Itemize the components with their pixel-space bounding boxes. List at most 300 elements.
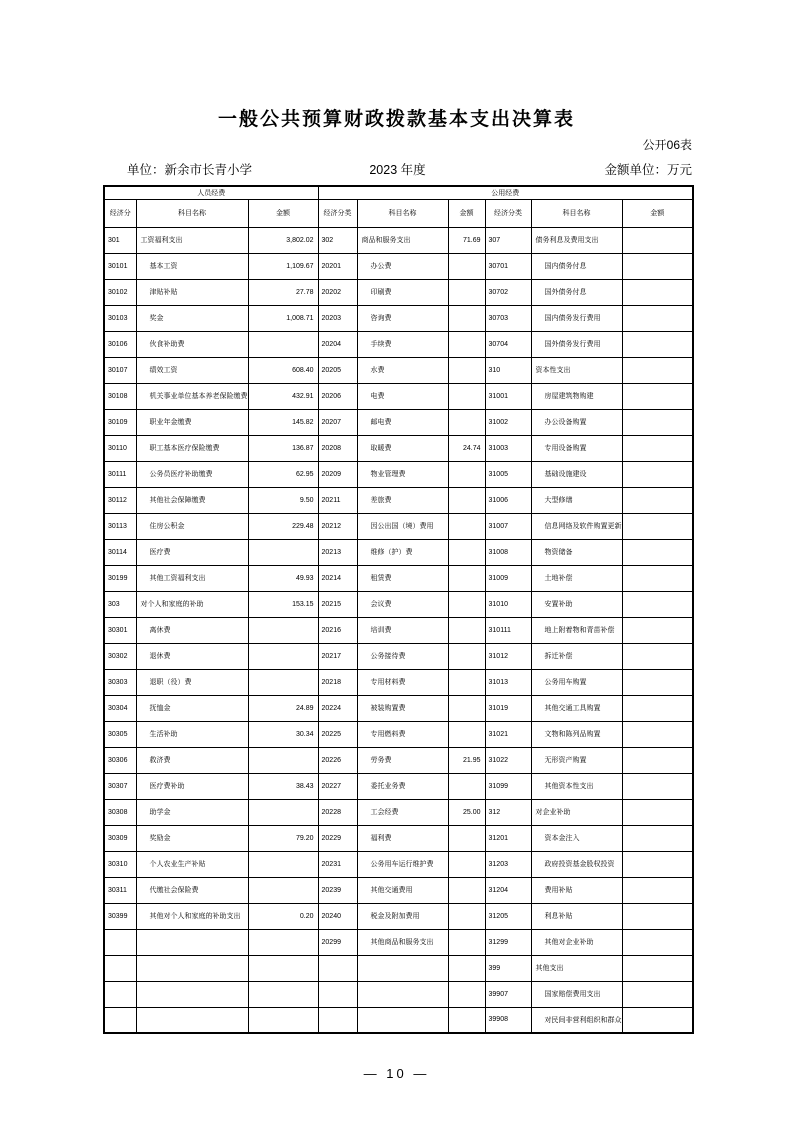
name-cell: 拆迁补偿 bbox=[531, 643, 622, 669]
amount-cell bbox=[622, 227, 693, 253]
name-cell: 住房公积金 bbox=[136, 513, 248, 539]
table-row bbox=[104, 643, 693, 669]
name-cell: 债务利息及费用支出 bbox=[531, 227, 622, 253]
name-cell bbox=[136, 955, 248, 981]
amount-cell bbox=[622, 669, 693, 695]
code-cell: 30102 bbox=[104, 279, 136, 305]
name-cell bbox=[357, 981, 448, 1007]
name-cell: 培训费 bbox=[357, 617, 448, 643]
code-cell: 307 bbox=[485, 227, 531, 253]
budget-table bbox=[103, 185, 694, 1034]
code-cell: 31009 bbox=[485, 565, 531, 591]
code-cell: 30701 bbox=[485, 253, 531, 279]
amount-cell bbox=[448, 773, 485, 799]
amount-cell bbox=[448, 513, 485, 539]
name-cell: 离休费 bbox=[136, 617, 248, 643]
table-head bbox=[104, 186, 693, 227]
amount-cell: 9.50 bbox=[248, 487, 318, 513]
name-cell: 办公设备购置 bbox=[531, 409, 622, 435]
name-cell: 其他社会保障缴费 bbox=[136, 487, 248, 513]
amount-cell bbox=[448, 695, 485, 721]
code-cell: 30304 bbox=[104, 695, 136, 721]
name-cell: 抚恤金 bbox=[136, 695, 248, 721]
table-row bbox=[104, 435, 693, 461]
code-cell: 30109 bbox=[104, 409, 136, 435]
code-cell: 20226 bbox=[318, 747, 357, 773]
amount-cell bbox=[448, 981, 485, 1007]
amount-cell bbox=[622, 695, 693, 721]
name-cell: 房屋建筑物购建 bbox=[531, 383, 622, 409]
code-cell: 20202 bbox=[318, 279, 357, 305]
doc-code-label: 公开06表 bbox=[642, 138, 692, 152]
name-cell: 退职（役）费 bbox=[136, 669, 248, 695]
name-cell: 其他对个人和家庭的补助支出 bbox=[136, 903, 248, 929]
name-cell: 差旅费 bbox=[357, 487, 448, 513]
amount-cell bbox=[622, 279, 693, 305]
amount-cell bbox=[448, 825, 485, 851]
name-cell: 劳务费 bbox=[357, 747, 448, 773]
code-cell: 30301 bbox=[104, 617, 136, 643]
code-cell: 30113 bbox=[104, 513, 136, 539]
amount-cell bbox=[448, 383, 485, 409]
column-header: 金额 bbox=[448, 199, 485, 227]
amount-cell bbox=[248, 955, 318, 981]
amount-cell bbox=[448, 305, 485, 331]
amount-cell: 24.89 bbox=[248, 695, 318, 721]
amount-cell bbox=[248, 1007, 318, 1033]
table-row bbox=[104, 877, 693, 903]
table-row bbox=[104, 331, 693, 357]
name-cell: 助学金 bbox=[136, 799, 248, 825]
name-cell: 其他交通工具购置 bbox=[531, 695, 622, 721]
amount-cell bbox=[448, 279, 485, 305]
code-cell: 39908 bbox=[485, 1007, 531, 1033]
name-cell: 代缴社会保险费 bbox=[136, 877, 248, 903]
name-cell: 机关事业单位基本养老保险缴费 bbox=[136, 383, 248, 409]
table-row bbox=[104, 773, 693, 799]
name-cell: 基本工资 bbox=[136, 253, 248, 279]
amount-cell bbox=[448, 357, 485, 383]
name-cell: 资本金注入 bbox=[531, 825, 622, 851]
amount-cell bbox=[622, 409, 693, 435]
name-cell: 津贴补贴 bbox=[136, 279, 248, 305]
code-cell: 30199 bbox=[104, 565, 136, 591]
name-cell: 生活补助 bbox=[136, 721, 248, 747]
name-cell: 国外债务付息 bbox=[531, 279, 622, 305]
table-row bbox=[104, 981, 693, 1007]
table-row bbox=[104, 955, 693, 981]
amount-cell: 608.40 bbox=[248, 357, 318, 383]
table-row bbox=[104, 695, 693, 721]
amount-cell bbox=[448, 487, 485, 513]
name-cell: 国外债务发行费用 bbox=[531, 331, 622, 357]
amount-cell: 38.43 bbox=[248, 773, 318, 799]
name-cell bbox=[357, 1007, 448, 1033]
code-cell: 30704 bbox=[485, 331, 531, 357]
amount-cell bbox=[248, 877, 318, 903]
code-cell: 20239 bbox=[318, 877, 357, 903]
code-cell: 20211 bbox=[318, 487, 357, 513]
amount-cell bbox=[448, 851, 485, 877]
amount-cell bbox=[248, 747, 318, 773]
table-row bbox=[104, 591, 693, 617]
code-cell: 30703 bbox=[485, 305, 531, 331]
name-cell: 邮电费 bbox=[357, 409, 448, 435]
amount-cell bbox=[622, 435, 693, 461]
amount-cell bbox=[622, 981, 693, 1007]
code-cell: 310111 bbox=[485, 617, 531, 643]
amount-cell bbox=[622, 851, 693, 877]
amount-cell bbox=[448, 1007, 485, 1033]
column-header: 金额 bbox=[248, 199, 318, 227]
amount-cell bbox=[622, 487, 693, 513]
code-cell: 20209 bbox=[318, 461, 357, 487]
code-cell: 20204 bbox=[318, 331, 357, 357]
table-row bbox=[104, 305, 693, 331]
code-cell: 20218 bbox=[318, 669, 357, 695]
code-cell: 20213 bbox=[318, 539, 357, 565]
amount-cell: 153.15 bbox=[248, 591, 318, 617]
name-cell: 其他支出 bbox=[531, 955, 622, 981]
amount-cell bbox=[448, 409, 485, 435]
amount-cell: 79.20 bbox=[248, 825, 318, 851]
name-cell: 个人农业生产补贴 bbox=[136, 851, 248, 877]
code-cell: 30309 bbox=[104, 825, 136, 851]
name-cell: 医疗费 bbox=[136, 539, 248, 565]
code-cell: 20217 bbox=[318, 643, 357, 669]
table-row bbox=[104, 747, 693, 773]
name-cell: 公务接待费 bbox=[357, 643, 448, 669]
name-cell: 利息补贴 bbox=[531, 903, 622, 929]
column-header: 科目名称 bbox=[357, 199, 448, 227]
name-cell: 公务用车购置 bbox=[531, 669, 622, 695]
amount-cell: 3,802.02 bbox=[248, 227, 318, 253]
amount-cell bbox=[448, 565, 485, 591]
name-cell: 电费 bbox=[357, 383, 448, 409]
name-cell: 商品和服务支出 bbox=[357, 227, 448, 253]
name-cell: 对企业补助 bbox=[531, 799, 622, 825]
amount-unit-label: 金额单位：万元 bbox=[604, 163, 692, 177]
code-cell: 20214 bbox=[318, 565, 357, 591]
code-cell: 310 bbox=[485, 357, 531, 383]
name-cell: 物业管理费 bbox=[357, 461, 448, 487]
amount-cell bbox=[622, 1007, 693, 1033]
table-row bbox=[104, 565, 693, 591]
name-cell: 税金及附加费用 bbox=[357, 903, 448, 929]
amount-cell bbox=[622, 591, 693, 617]
amount-cell bbox=[622, 357, 693, 383]
name-cell: 专用材料费 bbox=[357, 669, 448, 695]
code-cell: 30107 bbox=[104, 357, 136, 383]
code-cell: 31005 bbox=[485, 461, 531, 487]
table-row bbox=[104, 487, 693, 513]
table-row bbox=[104, 513, 693, 539]
table-row bbox=[104, 539, 693, 565]
name-cell: 其他对企业补助 bbox=[531, 929, 622, 955]
code-cell: 20203 bbox=[318, 305, 357, 331]
amount-cell bbox=[448, 591, 485, 617]
code-cell: 312 bbox=[485, 799, 531, 825]
code-cell: 31010 bbox=[485, 591, 531, 617]
amount-cell bbox=[448, 903, 485, 929]
name-cell: 物资储备 bbox=[531, 539, 622, 565]
table-body bbox=[104, 227, 693, 1033]
amount-cell bbox=[448, 643, 485, 669]
year-label: 2023 年度 bbox=[369, 163, 426, 177]
amount-cell bbox=[622, 903, 693, 929]
amount-cell: 24.74 bbox=[448, 435, 485, 461]
code-cell: 399 bbox=[485, 955, 531, 981]
table-row bbox=[104, 669, 693, 695]
code-cell bbox=[104, 981, 136, 1007]
name-cell: 其他工资福利支出 bbox=[136, 565, 248, 591]
name-cell: 土地补偿 bbox=[531, 565, 622, 591]
column-header: 科目名称 bbox=[136, 199, 248, 227]
amount-cell bbox=[248, 851, 318, 877]
name-cell: 公务用车运行维护费 bbox=[357, 851, 448, 877]
amount-cell bbox=[248, 669, 318, 695]
name-cell bbox=[136, 981, 248, 1007]
code-cell: 30302 bbox=[104, 643, 136, 669]
code-cell: 31006 bbox=[485, 487, 531, 513]
column-header: 经济分类 bbox=[318, 199, 357, 227]
amount-cell bbox=[448, 955, 485, 981]
code-cell: 30308 bbox=[104, 799, 136, 825]
amount-cell: 0.20 bbox=[248, 903, 318, 929]
code-cell: 31201 bbox=[485, 825, 531, 851]
amount-cell: 432.91 bbox=[248, 383, 318, 409]
amount-cell: 71.69 bbox=[448, 227, 485, 253]
name-cell: 对民间非营利组织和群众 bbox=[531, 1007, 622, 1033]
code-cell: 30112 bbox=[104, 487, 136, 513]
amount-cell bbox=[448, 331, 485, 357]
amount-cell bbox=[248, 331, 318, 357]
code-cell: 30110 bbox=[104, 435, 136, 461]
code-cell: 20227 bbox=[318, 773, 357, 799]
name-cell: 专用燃料费 bbox=[357, 721, 448, 747]
table-row bbox=[104, 279, 693, 305]
table-row bbox=[104, 409, 693, 435]
amount-cell bbox=[622, 799, 693, 825]
code-cell: 20216 bbox=[318, 617, 357, 643]
code-cell: 31008 bbox=[485, 539, 531, 565]
name-cell: 办公费 bbox=[357, 253, 448, 279]
name-cell: 医疗费补助 bbox=[136, 773, 248, 799]
amount-cell: 136.87 bbox=[248, 435, 318, 461]
amount-cell: 21.95 bbox=[448, 747, 485, 773]
code-cell: 31022 bbox=[485, 747, 531, 773]
name-cell: 奖励金 bbox=[136, 825, 248, 851]
amount-cell bbox=[622, 825, 693, 851]
column-header: 经济分 bbox=[104, 199, 136, 227]
amount-cell: 1,109.67 bbox=[248, 253, 318, 279]
amount-cell: 30.34 bbox=[248, 721, 318, 747]
table-row bbox=[104, 851, 693, 877]
amount-cell bbox=[622, 331, 693, 357]
code-cell: 30702 bbox=[485, 279, 531, 305]
amount-cell bbox=[448, 929, 485, 955]
table-row bbox=[104, 721, 693, 747]
name-cell: 维修（护）费 bbox=[357, 539, 448, 565]
amount-cell bbox=[622, 721, 693, 747]
amount-cell bbox=[248, 643, 318, 669]
name-cell: 无形资产购置 bbox=[531, 747, 622, 773]
code-cell: 20231 bbox=[318, 851, 357, 877]
amount-cell bbox=[622, 461, 693, 487]
code-cell: 31007 bbox=[485, 513, 531, 539]
table-row bbox=[104, 383, 693, 409]
code-cell: 31001 bbox=[485, 383, 531, 409]
name-cell: 咨询费 bbox=[357, 305, 448, 331]
amount-cell bbox=[622, 383, 693, 409]
name-cell bbox=[136, 929, 248, 955]
column-header: 科目名称 bbox=[531, 199, 622, 227]
code-cell: 30310 bbox=[104, 851, 136, 877]
code-cell bbox=[318, 981, 357, 1007]
amount-cell bbox=[448, 539, 485, 565]
code-cell: 20225 bbox=[318, 721, 357, 747]
code-cell bbox=[104, 929, 136, 955]
amount-cell bbox=[622, 773, 693, 799]
name-cell: 伙食补助费 bbox=[136, 331, 248, 357]
name-cell bbox=[357, 955, 448, 981]
code-cell: 30311 bbox=[104, 877, 136, 903]
code-cell bbox=[318, 955, 357, 981]
name-cell: 工会经费 bbox=[357, 799, 448, 825]
table-row bbox=[104, 825, 693, 851]
name-cell: 信息网络及软件购置更新 bbox=[531, 513, 622, 539]
name-cell: 大型修缮 bbox=[531, 487, 622, 513]
code-cell: 30108 bbox=[104, 383, 136, 409]
code-cell: 20224 bbox=[318, 695, 357, 721]
amount-cell bbox=[448, 253, 485, 279]
amount-cell bbox=[622, 565, 693, 591]
table-row bbox=[104, 227, 693, 253]
table-row bbox=[104, 461, 693, 487]
code-cell: 31012 bbox=[485, 643, 531, 669]
code-cell: 20215 bbox=[318, 591, 357, 617]
amount-cell bbox=[248, 929, 318, 955]
amount-cell bbox=[622, 877, 693, 903]
amount-cell bbox=[622, 747, 693, 773]
code-cell: 30303 bbox=[104, 669, 136, 695]
code-cell: 31099 bbox=[485, 773, 531, 799]
name-cell: 租赁费 bbox=[357, 565, 448, 591]
name-cell: 委托业务费 bbox=[357, 773, 448, 799]
code-cell bbox=[318, 1007, 357, 1033]
amount-cell: 25.00 bbox=[448, 799, 485, 825]
name-cell: 公务员医疗补助缴费 bbox=[136, 461, 248, 487]
code-cell: 31003 bbox=[485, 435, 531, 461]
code-cell: 30111 bbox=[104, 461, 136, 487]
amount-cell bbox=[248, 981, 318, 1007]
code-cell: 31203 bbox=[485, 851, 531, 877]
table-row bbox=[104, 929, 693, 955]
unit-label: 单位：新余市长青小学 bbox=[127, 163, 253, 177]
name-cell: 其他交通费用 bbox=[357, 877, 448, 903]
name-cell: 手续费 bbox=[357, 331, 448, 357]
code-cell: 20207 bbox=[318, 409, 357, 435]
name-cell: 印刷费 bbox=[357, 279, 448, 305]
code-cell: 302 bbox=[318, 227, 357, 253]
code-cell: 20240 bbox=[318, 903, 357, 929]
name-cell: 专用设备购置 bbox=[531, 435, 622, 461]
name-cell: 国内债务付息 bbox=[531, 253, 622, 279]
table-row bbox=[104, 253, 693, 279]
name-cell: 奖金 bbox=[136, 305, 248, 331]
code-cell: 20299 bbox=[318, 929, 357, 955]
amount-cell: 49.93 bbox=[248, 565, 318, 591]
code-cell: 20206 bbox=[318, 383, 357, 409]
amount-cell bbox=[622, 929, 693, 955]
code-cell: 31002 bbox=[485, 409, 531, 435]
amount-cell bbox=[248, 539, 318, 565]
amount-cell bbox=[448, 617, 485, 643]
page-number: — 10 — bbox=[363, 1066, 430, 1081]
group-header-row bbox=[104, 186, 693, 199]
amount-cell bbox=[622, 513, 693, 539]
group-header: 人员经费 bbox=[104, 186, 318, 199]
name-cell: 取暖费 bbox=[357, 435, 448, 461]
code-cell: 20208 bbox=[318, 435, 357, 461]
column-header-row bbox=[104, 199, 693, 227]
amount-cell: 145.82 bbox=[248, 409, 318, 435]
amount-cell bbox=[622, 955, 693, 981]
amount-cell bbox=[622, 305, 693, 331]
name-cell: 工资福利支出 bbox=[136, 227, 248, 253]
table-row bbox=[104, 617, 693, 643]
amount-cell: 229.48 bbox=[248, 513, 318, 539]
name-cell: 会议费 bbox=[357, 591, 448, 617]
code-cell: 301 bbox=[104, 227, 136, 253]
amount-cell bbox=[248, 799, 318, 825]
code-cell: 30307 bbox=[104, 773, 136, 799]
code-cell: 31019 bbox=[485, 695, 531, 721]
code-cell: 31013 bbox=[485, 669, 531, 695]
code-cell: 31021 bbox=[485, 721, 531, 747]
name-cell: 被装购置费 bbox=[357, 695, 448, 721]
code-cell bbox=[104, 955, 136, 981]
code-cell: 31299 bbox=[485, 929, 531, 955]
amount-cell bbox=[622, 539, 693, 565]
name-cell: 政府投资基金股权投资 bbox=[531, 851, 622, 877]
code-cell: 303 bbox=[104, 591, 136, 617]
code-cell: 30106 bbox=[104, 331, 136, 357]
code-cell: 20201 bbox=[318, 253, 357, 279]
table-row bbox=[104, 357, 693, 383]
name-cell: 基础设施建设 bbox=[531, 461, 622, 487]
code-cell: 20205 bbox=[318, 357, 357, 383]
code-cell: 39907 bbox=[485, 981, 531, 1007]
table-row bbox=[104, 1007, 693, 1033]
name-cell: 福利费 bbox=[357, 825, 448, 851]
name-cell bbox=[136, 1007, 248, 1033]
code-cell: 31204 bbox=[485, 877, 531, 903]
amount-cell bbox=[622, 253, 693, 279]
amount-cell bbox=[448, 461, 485, 487]
amount-cell: 27.78 bbox=[248, 279, 318, 305]
name-cell: 国内债务发行费用 bbox=[531, 305, 622, 331]
code-cell: 30101 bbox=[104, 253, 136, 279]
page-title: 一般公共预算财政拨款基本支出决算表 bbox=[217, 109, 575, 130]
name-cell: 因公出国（境）费用 bbox=[357, 513, 448, 539]
column-header: 经济分类 bbox=[485, 199, 531, 227]
name-cell: 资本性支出 bbox=[531, 357, 622, 383]
name-cell: 职业年金缴费 bbox=[136, 409, 248, 435]
name-cell: 其他资本性支出 bbox=[531, 773, 622, 799]
table-row bbox=[104, 799, 693, 825]
code-cell: 20228 bbox=[318, 799, 357, 825]
